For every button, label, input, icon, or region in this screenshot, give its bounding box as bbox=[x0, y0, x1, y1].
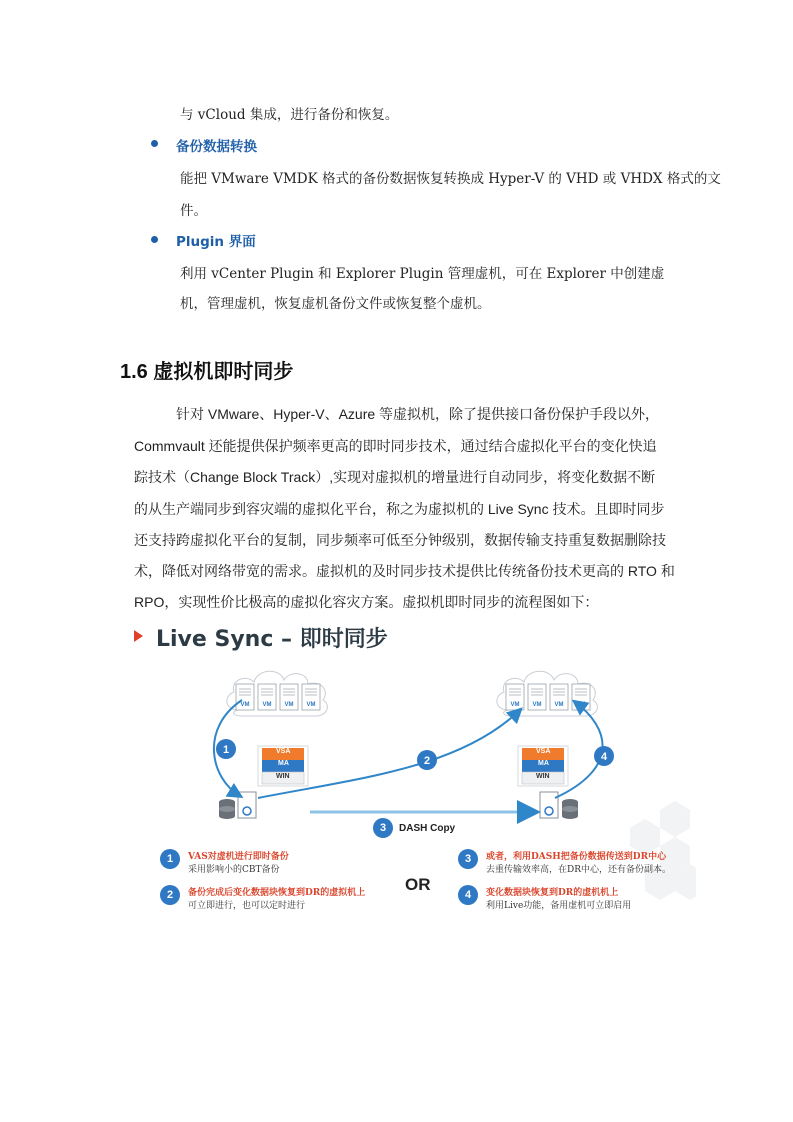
legend-num-3: 3 bbox=[458, 849, 478, 869]
paragraph-line: 的从生产端同步到容灾端的虚拟化平台，称之为虚拟机的 Live Sync 技术。且即时同步 bbox=[134, 501, 665, 517]
bullet-text-line: 件。 bbox=[180, 203, 207, 219]
vm-box bbox=[506, 684, 524, 710]
vm-label: VM bbox=[262, 702, 272, 708]
vm-box bbox=[280, 684, 298, 710]
step-number: 2 bbox=[423, 755, 431, 767]
vm-label: VM bbox=[284, 702, 294, 708]
section-heading: 1.6 虚拟机即时同步 bbox=[120, 361, 294, 383]
vsa-label-right: VSA bbox=[536, 748, 551, 755]
legend-sub-2: 可立即进行，也可以定时进行 bbox=[188, 901, 306, 911]
legend-num-2: 2 bbox=[160, 885, 180, 905]
bullet-dot-icon bbox=[151, 236, 158, 243]
paragraph-line: Commvault 还能提供保护频率更高的即时同步技术，通过结合虚拟化平台的变化快追 bbox=[134, 438, 657, 454]
legend-sub-1: 采用影响小的CBT备份 bbox=[188, 865, 280, 875]
live-sync-diagram bbox=[130, 618, 696, 922]
paragraph-line: 踪技术（Change Block Track）,实现对虚拟机的增量进行自动同步，将变化数据不断 bbox=[134, 469, 656, 485]
vm-box bbox=[550, 684, 568, 710]
paragraph-line: 术，降低对网络带宽的需求。虚拟机的及时同步技术提供比传统备份技术更高的 RTO 和 bbox=[134, 563, 675, 579]
legend-num-1: 1 bbox=[160, 849, 180, 869]
legend-title-2: 备份完成后变化数据块恢复到DR的虚拟机上 bbox=[188, 888, 366, 898]
intro-line: 与 vCloud 集成，进行备份和恢复。 bbox=[180, 107, 399, 123]
ma-label-right: MA bbox=[538, 760, 549, 767]
win-label-right: WIN bbox=[536, 773, 550, 780]
bullet-title-plugin: Plugin 界面 bbox=[176, 234, 256, 250]
vm-label: VM bbox=[510, 702, 520, 708]
vm-label: VM bbox=[554, 702, 564, 708]
win-label-left: WIN bbox=[276, 773, 290, 780]
step-number: 4 bbox=[600, 751, 608, 763]
diagram-title: Live Sync – 即时同步 bbox=[156, 627, 388, 652]
bullet-title-data-conversion: 备份数据转换 bbox=[176, 139, 257, 155]
step-3-dash-circle: 3 bbox=[373, 818, 393, 838]
vm-box bbox=[528, 684, 546, 710]
bullet-text-line: 机，管理虚机，恢复虚机备份文件或恢复整个虚机。 bbox=[180, 296, 491, 312]
legend-title-1: VAS对虚机进行即时备份 bbox=[188, 852, 289, 862]
vm-box bbox=[258, 684, 276, 710]
paragraph-line: 针对 VMware、Hyper-V、Azure 等虚拟机，除了提供接口备份保护手段以外， bbox=[176, 406, 660, 422]
vm-box bbox=[236, 684, 254, 710]
vm-label: VM bbox=[306, 702, 316, 708]
vsa-label-left: VSA bbox=[276, 748, 291, 755]
legend-title-4: 变化数据块恢复到DR的虚机机上 bbox=[486, 888, 619, 898]
legend-title-3: 或者，利用DASH把备份数据传送到DR中心 bbox=[486, 852, 667, 862]
bullet-text-line: 能把 VMware VMDK 格式的备份数据恢复转换成 Hyper-V 的 VHD 或 VHDX 格式的文 bbox=[180, 171, 721, 187]
step-number: 1 bbox=[222, 744, 230, 756]
vm-label: VM bbox=[576, 702, 586, 708]
legend-num-4: 4 bbox=[458, 885, 478, 905]
legend-sub-4: 利用Live功能，备用虚机可立即启用 bbox=[486, 901, 632, 911]
vm-label: VM bbox=[240, 702, 250, 708]
legend-sub-3: 去重传输效率高，在DR中心，还有备份副本。 bbox=[486, 865, 671, 875]
bullet-text-line: 利用 vCenter Plugin 和 Explorer Plugin 管理虚机，可在 Explorer 中创建虚 bbox=[180, 266, 665, 282]
vm-box bbox=[302, 684, 320, 710]
ma-label-left: MA bbox=[278, 760, 289, 767]
or-label: OR bbox=[405, 875, 431, 894]
bullet-dot-icon bbox=[151, 140, 158, 147]
source-storage-icon bbox=[219, 792, 256, 819]
dash-copy-label: DASH Copy bbox=[399, 823, 456, 834]
paragraph-line: 还支持跨虚拟化平台的复制，同步频率可低至分钟级别，数据传输支持重复数据删除技 bbox=[134, 532, 666, 548]
paragraph-line: RPO，实现性价比极高的虚拟化容灾方案。虚拟机即时同步的流程图如下： bbox=[134, 594, 599, 610]
vm-label: VM bbox=[532, 702, 542, 708]
